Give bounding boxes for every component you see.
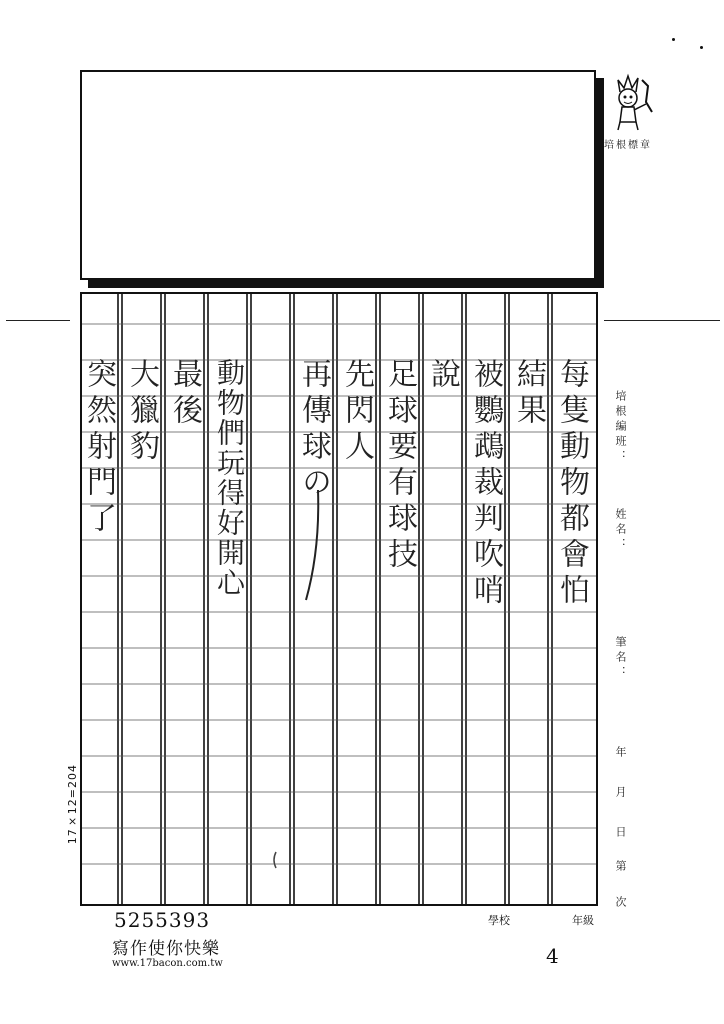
count-label: 第	[614, 860, 627, 871]
essay-column-text: 最後	[167, 358, 202, 430]
grade-label: 年級	[572, 914, 594, 927]
essay-column-9	[208, 358, 246, 598]
class-label: 培根編班：	[614, 390, 627, 465]
essay-column-text: 足球要有球技	[382, 358, 417, 574]
essay-column-text: 先閃人	[339, 358, 374, 466]
essay-column-3	[466, 358, 504, 610]
essay-column-text: 突然射門了	[81, 358, 116, 538]
mascot-icon	[606, 72, 662, 132]
essay-column-4	[423, 358, 461, 394]
essay-column-text: 動物們玩得好開心	[213, 358, 246, 598]
essay-column-text: 被鸚鵡裁判吹哨	[468, 358, 503, 610]
ink-dot	[672, 38, 675, 41]
footer-website: www.17bacon.com.tw	[112, 958, 223, 969]
essay-column-12	[79, 358, 117, 538]
stamp-label: 培根標章	[604, 140, 652, 151]
mascot-stamp	[606, 72, 662, 132]
grid-size-label: 17×12=204	[66, 764, 79, 845]
essay-column-5	[380, 358, 418, 574]
ink-dot	[700, 46, 703, 49]
essay-column-6	[337, 358, 375, 466]
date-day-label: 日	[614, 826, 627, 837]
essay-column-10	[165, 358, 203, 430]
pen-name-label: 筆名：	[614, 636, 627, 681]
teacher-comment-box	[80, 70, 596, 280]
essay-column-text: 大獵豹	[124, 358, 159, 466]
essay-column-7	[294, 358, 332, 502]
school-label: 學校	[488, 914, 510, 927]
date-year-label: 年	[614, 746, 627, 757]
fold-line-right	[604, 320, 720, 321]
count-suffix-label: 次	[614, 896, 627, 907]
page-number: 4	[546, 944, 559, 968]
footer-slogan: 寫作使你快樂	[112, 939, 220, 959]
essay-column-text: 說	[425, 358, 460, 394]
essay-column-text: 每隻動物都會怕	[554, 358, 589, 610]
essay-column-11	[122, 358, 160, 466]
handwritten-stroke	[296, 490, 336, 610]
essay-column-text: 結果	[511, 358, 546, 430]
essay-column-1	[552, 358, 590, 610]
name-label: 姓名：	[614, 508, 627, 553]
pencil-mark	[270, 850, 280, 870]
essay-column-text: 再傳球の	[296, 358, 331, 502]
footer-phone: 5255393	[114, 908, 211, 932]
date-month-label: 月	[614, 786, 627, 797]
fold-line-left	[6, 320, 70, 321]
essay-column-2	[509, 358, 547, 430]
